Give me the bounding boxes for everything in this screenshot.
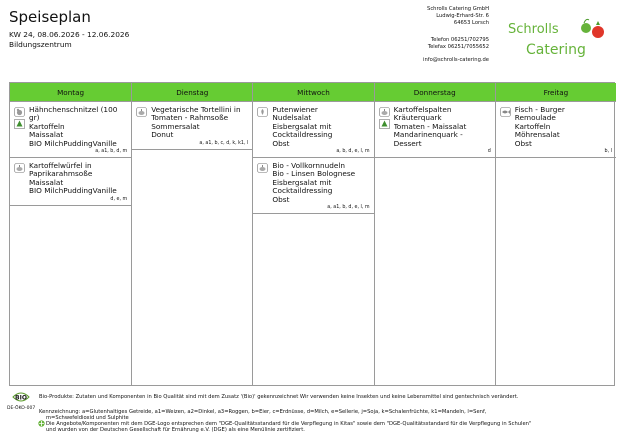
meal-line: BIO MilchPuddingVanille — [29, 139, 117, 148]
company-street: Ludwig-Erhard-Str. 6 — [436, 13, 489, 19]
bio-seal-icon — [11, 389, 31, 405]
meal-icons — [257, 163, 269, 175]
day-column-mittwoch — [252, 83, 373, 385]
meal-icons — [379, 107, 391, 131]
meal-description — [29, 106, 127, 148]
day-header: Mittwoch — [253, 83, 373, 102]
meal-item — [253, 102, 373, 158]
day-header: Donnerstag — [375, 83, 495, 102]
dge-icon — [379, 119, 390, 129]
dge-icon — [14, 119, 25, 129]
dge-icon — [38, 420, 45, 427]
company-logo — [508, 14, 614, 60]
vegetarian-icon — [379, 107, 390, 117]
allergen-codes: d, e, m — [110, 196, 128, 202]
meal-line: BIO MilchPuddingVanille — [29, 187, 117, 196]
bio-seal-text: BIO — [15, 394, 27, 402]
day-column-freitag — [495, 83, 616, 385]
meal-icons — [500, 107, 512, 119]
meal-description — [515, 106, 612, 148]
day-header: Montag — [10, 83, 131, 102]
meal-line: gr) — [29, 114, 40, 123]
meal-line: Maissalat — [29, 178, 64, 187]
meal-icons — [257, 107, 269, 119]
meal-line: Kartoffelspalten — [393, 106, 452, 114]
meal-line: Eisbergsalat mit — [272, 178, 332, 187]
meal-icons — [136, 107, 148, 119]
meal-line: Kartoffelwürfel in — [29, 162, 92, 171]
meal-line: Dessert — [393, 139, 422, 148]
turkey-icon — [257, 107, 268, 117]
allergen-codes: a, a1, b, d, m — [95, 149, 128, 155]
allergen-codes: a, a1, b, d, e, l, m — [327, 205, 370, 211]
meal-line: Putenwiener — [272, 106, 318, 114]
meal-description — [29, 162, 127, 196]
day-column-montag — [10, 83, 131, 385]
meal-line: Obst — [272, 139, 290, 148]
logo-tomato-icon — [592, 26, 604, 38]
meal-description — [272, 106, 369, 148]
meal-line: Möhrensalat — [514, 131, 560, 140]
meal-description — [272, 162, 369, 204]
day-column-donnerstag — [374, 83, 495, 385]
meal-icons — [14, 107, 26, 131]
company-name: Schrolls Catering GmbH — [427, 6, 489, 12]
week-range: KW 24, 08.06.2026 - 12.06.2026 — [9, 30, 130, 39]
page-title: Speiseplan — [9, 8, 91, 26]
company-fax: Telefax 06251/7055652 — [427, 44, 489, 50]
meal-line: Vegetarische Tortellini in — [151, 106, 241, 114]
day-header: Freitag — [496, 83, 616, 102]
meal-item — [132, 102, 252, 150]
company-email: info@schrolls-catering.de — [423, 57, 489, 63]
company-contact — [428, 37, 489, 51]
company-city: 64653 Lorsch — [453, 20, 489, 26]
meal-item — [375, 102, 495, 158]
allergen-codes: a, b, d, e, l, m — [336, 149, 370, 155]
meal-line: Kartoffeln — [514, 122, 551, 131]
allergen-codes: d — [487, 149, 491, 155]
meal-item — [253, 158, 373, 214]
meal-line: Sommersalat — [151, 122, 200, 131]
meal-item — [10, 102, 131, 158]
meal-line: Hähnchenschnitzel (100 — [29, 106, 118, 114]
allergen-legend: Kennzeichnung: a=Glutenhaltiges Getreide, a1=Weizen, a2=Dinkel, a3=Roggen, b=Eier, c=Erdnüsse, d=Milch, e=Sellerie, j=Soja, k=Schalenfrüchte, k1=Mandeln, l=Senf, — [39, 409, 487, 415]
meal-line: Bio - Linsen Bolognese — [272, 170, 356, 179]
meal-line: Nudelsalat — [272, 114, 312, 123]
dge-note-line2: und wurden von der Deutschen Gesellschaft für Ernährung e.V. (DGE) als eine Menülinie zertifiziert. — [46, 427, 305, 433]
bio-control-code: DE-ÖKO-007 — [7, 406, 36, 411]
company-address — [427, 6, 489, 27]
meal-line: Maissalat — [29, 131, 64, 140]
company-phone: Telefon 06251/702795 — [430, 37, 489, 43]
meal-item — [496, 102, 616, 158]
logo-text-line1: Schrolls — [508, 22, 559, 37]
logo-text-line2: Catering — [526, 42, 586, 58]
meal-line: Obst — [272, 195, 290, 204]
meal-line: Bio - Vollkornnudeln — [272, 162, 346, 171]
meal-line: Kartoffeln — [29, 122, 65, 131]
meal-line: Cocktaildressing — [272, 131, 333, 140]
allergen-codes: b, l — [604, 149, 612, 155]
bio-note: Bio-Produkte: Zutaten und Komponenten in Bio Qualität sind mit dem Zusatz '(Bio)' gekennzeichnet Wir verwenden keine Insekten und keine Lebensmittel sind gentechnisch verändert. — [39, 394, 519, 400]
meal-line: Remoulade — [514, 114, 556, 123]
fish-icon — [500, 107, 511, 117]
meal-line: Tomaten - Maissalat — [393, 122, 467, 131]
allergen-legend-line2: m=Schwefeldioxid und Sulphite — [46, 415, 129, 421]
meal-line: Obst — [514, 139, 532, 148]
logo-apple-icon — [581, 23, 591, 33]
meal-item — [10, 158, 131, 206]
meal-description — [151, 106, 248, 140]
meal-line: Fisch - Burger — [514, 106, 565, 114]
menu-plan — [9, 82, 615, 386]
meal-line: Paprikarahmsoße — [29, 170, 93, 179]
meal-icons — [14, 163, 26, 175]
meal-description — [394, 106, 491, 148]
meal-line: Kräuterquark — [393, 114, 442, 123]
meal-line: Donut — [151, 131, 174, 140]
allergen-codes: a, a1, b, c, d, k, k1, l — [199, 140, 249, 146]
meal-line: Cocktaildressing — [272, 187, 333, 196]
chicken-icon — [14, 107, 25, 117]
vegetarian-icon — [136, 107, 147, 117]
meal-line: Mandarinenquark - — [393, 131, 463, 140]
vegetarian-icon — [14, 163, 25, 173]
meal-line: Tomaten - Rahmsoße — [151, 114, 229, 123]
day-header: Dienstag — [132, 83, 252, 102]
location-name: Bildungszentrum — [9, 40, 72, 49]
day-column-dienstag — [131, 83, 252, 385]
dge-note: Die Angebote/Komponenten mit dem DGE-Logo entsprechen dem "DGE-Qualitätsstandard für die Verpflegung in Kitas" sowie dem "DGE-Qualitätsstandard für die Verpflegung in Schulen" — [46, 421, 532, 427]
meal-line: Eisbergsalat mit — [272, 122, 332, 131]
vegetarian-icon — [257, 163, 268, 173]
